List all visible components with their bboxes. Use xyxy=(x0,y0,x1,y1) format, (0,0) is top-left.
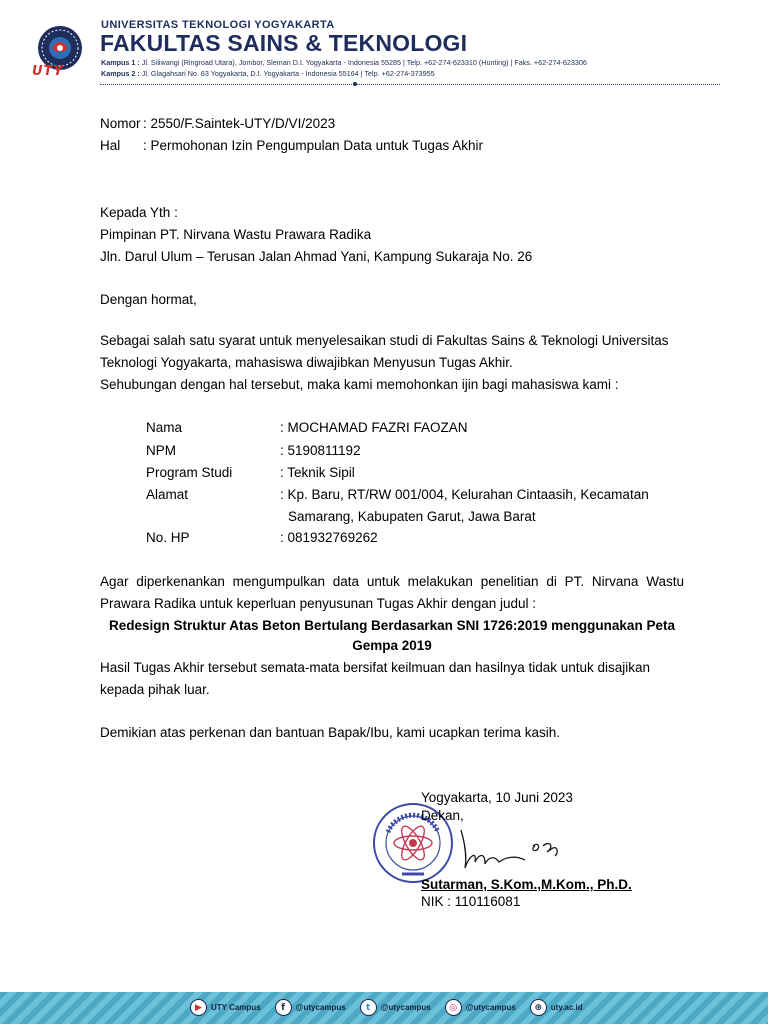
hal-label: Hal xyxy=(100,138,121,153)
request-line-1: Agar diperkenankan mengumpulkan data untuk melakukan penelitian di PT. Nirvana Wastu xyxy=(100,574,684,589)
intro-line-1: Sebagai salah satu syarat untuk menyelesaikan studi di Fakultas Sains & Teknologi Universitas xyxy=(100,333,669,348)
request-line-2: Prawara Radika untuk keperluan penyusunan Tugas Akhir dengan judul : xyxy=(100,596,537,611)
university-name: UNIVERSITAS TEKNOLOGI YOGYAKARTA xyxy=(101,19,335,31)
nomor-label: Nomor xyxy=(100,116,141,131)
footer-website-link[interactable] xyxy=(530,999,583,1016)
student-address-label: Alamat xyxy=(146,487,189,502)
handwritten-signature-icon xyxy=(455,826,565,872)
campus-2-address xyxy=(101,69,435,78)
logo-text: UTY xyxy=(32,64,64,79)
website-label: uty.ac.id xyxy=(550,1003,583,1012)
header-divider-dot xyxy=(353,82,357,86)
footer-bar xyxy=(0,992,768,1024)
student-name-value: : MOCHAMAD FAZRI FAOZAN xyxy=(280,420,468,435)
footer-twitter-link[interactable] xyxy=(360,999,431,1016)
twitter-icon: t xyxy=(360,999,377,1016)
intro-line-2: Teknologi Yogyakarta, mahasiswa diwajibkan Menyusun Tugas Akhir. xyxy=(100,355,513,370)
campus-1-text: Jl. Siliwangi (Ringroad Utara), Jombor, Sleman D.I. Yogyakarta - Indonesia 55285 | Telp. +62-274-623310 (Hunting) | Faks. +62-274-623306 xyxy=(141,58,587,67)
signer-nik: NIK : 110116081 xyxy=(421,894,521,909)
footer-social-links xyxy=(190,999,583,1016)
footer-instagram-link[interactable] xyxy=(445,999,516,1016)
signature-position: Dekan, xyxy=(421,808,464,823)
student-phone-label: No. HP xyxy=(146,530,190,545)
student-phone-value: : 081932769262 xyxy=(280,530,378,545)
campus-1-address xyxy=(101,58,587,67)
hal-value: : Permohonan Izin Pengumpulan Data untuk Tugas Akhir xyxy=(143,138,483,153)
student-address-value-2: Samarang, Kabupaten Garut, Jawa Barat xyxy=(288,509,536,524)
signature-place-date: Yogyakarta, 10 Juni 2023 xyxy=(421,790,573,805)
request-line-4: kepada pihak luar. xyxy=(100,682,210,697)
letterhead xyxy=(0,0,768,92)
student-prodi-label: Program Studi xyxy=(146,465,233,480)
thesis-title-line-2: Gempa 2019 xyxy=(352,638,432,653)
student-address-value-1: : Kp. Baru, RT/RW 001/004, Kelurahan Cintaasih, Kecamatan xyxy=(280,487,649,502)
student-npm-value: : 5190811192 xyxy=(280,443,361,458)
student-npm-label: NPM xyxy=(146,443,176,458)
student-prodi-value: : Teknik Sipil xyxy=(280,465,355,480)
recipient-line-3: Jln. Darul Ulum – Terusan Jalan Ahmad Yani, Kampung Sukaraja No. 26 xyxy=(100,249,533,264)
recipient-line-1: Kepada Yth : xyxy=(100,205,178,220)
youtube-icon: ▶ xyxy=(190,999,207,1016)
thesis-title-line-1: Redesign Struktur Atas Beton Bertulang Berdasarkan SNI 1726:2019 menggunakan Peta xyxy=(109,618,675,633)
facebook-icon: f xyxy=(275,999,292,1016)
signer-name: Sutarman, S.Kom.,M.Kom., Ph.D. xyxy=(421,877,632,892)
campus-2-label: Kampus 2 : xyxy=(101,69,140,78)
greeting: Dengan hormat, xyxy=(100,292,197,307)
twitter-label: @utycampus xyxy=(380,1003,431,1012)
student-name-label: Nama xyxy=(146,420,183,435)
youtube-label: UTY Campus xyxy=(211,1003,261,1012)
request-line-3: Hasil Tugas Akhir tersebut semata-mata bersifat keilmuan dan hasilnya tidak untuk disajikan xyxy=(100,660,651,675)
closing: Demikian atas perkenan dan bantuan Bapak/Ibu, kami ucapkan terima kasih. xyxy=(100,725,561,740)
facebook-label: @utycampus xyxy=(295,1003,346,1012)
nomor-value: : 2550/F.Saintek-UTY/D/VI/2023 xyxy=(143,116,336,131)
campus-2-text: Jl. Glagahsari No. 63 Yogyakarta, D.I. Yogyakarta - Indonesia 55164 | Telp. +62-274-373955 xyxy=(141,69,435,78)
footer-facebook-link[interactable] xyxy=(275,999,346,1016)
campus-1-label: Kampus 1 : xyxy=(101,58,140,67)
instagram-label: @utycampus xyxy=(465,1003,516,1012)
header-divider xyxy=(100,84,720,85)
intro-line-3: Sehubungan dengan hal tersebut, maka kami memohonkan ijin bagi mahasiswa kami : xyxy=(100,377,619,392)
faculty-name: FAKULTAS SAINS & TEKNOLOGI xyxy=(100,30,468,56)
instagram-icon: ◎ xyxy=(445,999,462,1016)
recipient-line-2: Pimpinan PT. Nirvana Wastu Prawara Radika xyxy=(100,227,372,242)
globe-icon: ⊕ xyxy=(530,999,547,1016)
footer-youtube-link[interactable] xyxy=(190,999,261,1016)
